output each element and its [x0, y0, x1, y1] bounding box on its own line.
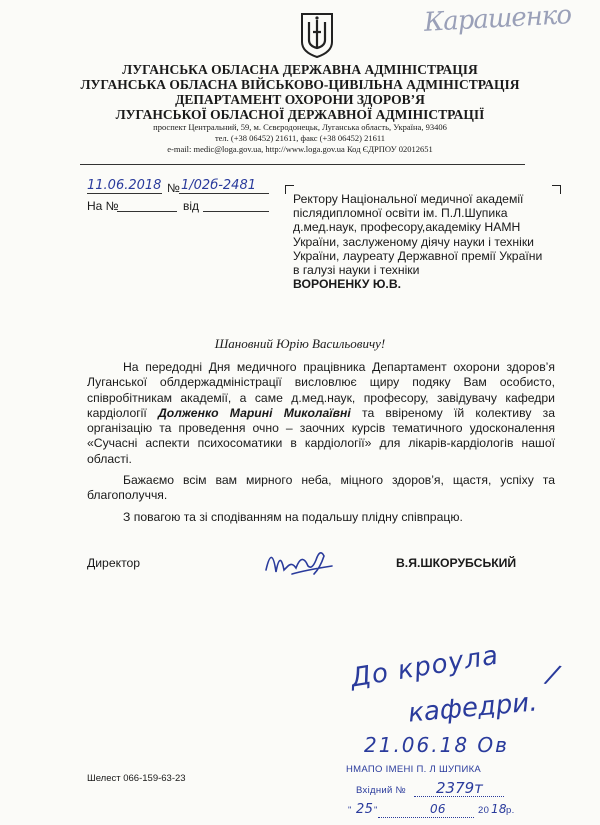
addressee-line-5: України, лауреату Державної премії України: [293, 248, 543, 263]
addressee-line-2: післядипломної освіти ім. П.Л.Шупика: [293, 206, 508, 221]
incoming-stamp-date-row: " 25 " 06 20 18 р.: [348, 802, 515, 817]
incoming-stamp-label: Вхідний №: [356, 785, 407, 796]
header-line-3: ДЕПАРТАМЕНТ ОХОРОНИ ЗДОРОВ’Я: [175, 92, 425, 107]
signature-name: В.Я.ШКОРУБСЬКИЙ: [396, 556, 517, 570]
incoming-stamp-month: 06: [430, 802, 446, 816]
header-line-4: ЛУГАНСЬКОЇ ОБЛАСНОЇ ДЕРЖАВНОЇ АДМІНІСТРАЦІЇ: [115, 107, 485, 122]
coat-of-arms-icon: [300, 12, 334, 58]
header-line-1: ЛУГАНСЬКА ОБЛАСНА ДЕРЖАВНА АДМІНІСТРАЦІЯ: [122, 62, 478, 77]
letter-body: [87, 360, 555, 531]
addressee-line-6: в галузі науки і техніки: [293, 263, 420, 278]
incoming-stamp-year-suffix: р.: [506, 805, 515, 816]
letterhead: [0, 62, 600, 155]
resolution-mark: /: [544, 659, 561, 691]
paragraph-1-end: та ввіреному їй колективу за організацію та проведення очно – заочних курсів тематичного удосконалення «Сучасні аспекти психосоматики в кардіології» для лікарів-кардіологів нашої області.: [87, 405, 555, 466]
paragraph-1-name: Долженко Марині Миколаївні: [158, 405, 351, 420]
reg-no-label: №: [167, 181, 180, 195]
reg-date: 11.06.2018: [87, 178, 162, 193]
incoming-stamp-number: 2379т: [436, 779, 483, 797]
header-email: e-mail: medic@loga.gov.ua, http://www.loga.gov.ua Код ЄДРПОУ 02012651: [167, 144, 433, 154]
paragraph-1-start: На передодні Дня медичного працівника Департамент охорони здоров’я Луганської облдержадміністрації висловлює щиру подяку Вам особисто, співробітникам академії, а саме д.мед.наук, професору, завідувачу кафедри кардіології: [87, 360, 555, 420]
resolution-date: 21.06.18 Ов: [364, 733, 509, 757]
paragraph-2: Бажаємо всім вам мирного неба, міцного здоров’я, щастя, успіху та благополуччя.: [87, 473, 555, 503]
incoming-stamp-year: 18: [491, 802, 507, 816]
incoming-number-underline: [414, 796, 504, 797]
signature-scribble: [262, 540, 338, 582]
addressee-line-1: Ректору Національної медичної академії: [293, 192, 524, 206]
incoming-stamp-org: НМАПО ІМЕНІ П. Л ШУПИКА: [346, 764, 482, 775]
registration-block: [87, 178, 287, 215]
header-line-2: ЛУГАНСЬКА ОБЛАСНА ВІЙСЬКОВО-ЦИВІЛЬНА АДМІНІСТРАЦІЯ: [80, 77, 520, 92]
salutation: Шановний Юрію Васильовичу!: [214, 336, 386, 351]
addressee-line-3: д.мед.наук, професору,академіку НАМН: [293, 220, 521, 235]
addressee-block: [293, 192, 555, 291]
paragraph-1: [87, 360, 555, 467]
signature-title: Директор: [87, 556, 141, 570]
handwritten-note-top-right: Карашенко: [423, 0, 572, 38]
reg-number: 1/02б-2481: [181, 178, 256, 193]
addressee-line-4: України, заслуженому діячу науки і техніки: [293, 234, 534, 249]
paragraph-3: З повагою та зі сподіванням на подальшу плідну співпрацю.: [123, 509, 463, 524]
resolution-line-1: До кроула: [348, 640, 501, 694]
header-address: проспект Центральний, 59, м. Сєвєродонецьк, Луганська область, Україна, 93406: [153, 122, 447, 132]
addressee-name: ВОРОНЕНКУ Ю.В.: [293, 277, 402, 292]
vid-label: від: [183, 199, 200, 213]
header-phone: тел. (+38 06452) 21611, факс (+38 06452) 21611: [214, 133, 386, 143]
na-label: На №: [87, 199, 119, 213]
resolution-line-2: кафедри.: [406, 687, 539, 729]
incoming-stamp-year-prefix: 20: [478, 805, 490, 816]
footer-contact: Шелест 066-159-63-23: [87, 773, 186, 784]
header-divider: [80, 164, 525, 165]
incoming-stamp-day: 25: [356, 802, 374, 817]
